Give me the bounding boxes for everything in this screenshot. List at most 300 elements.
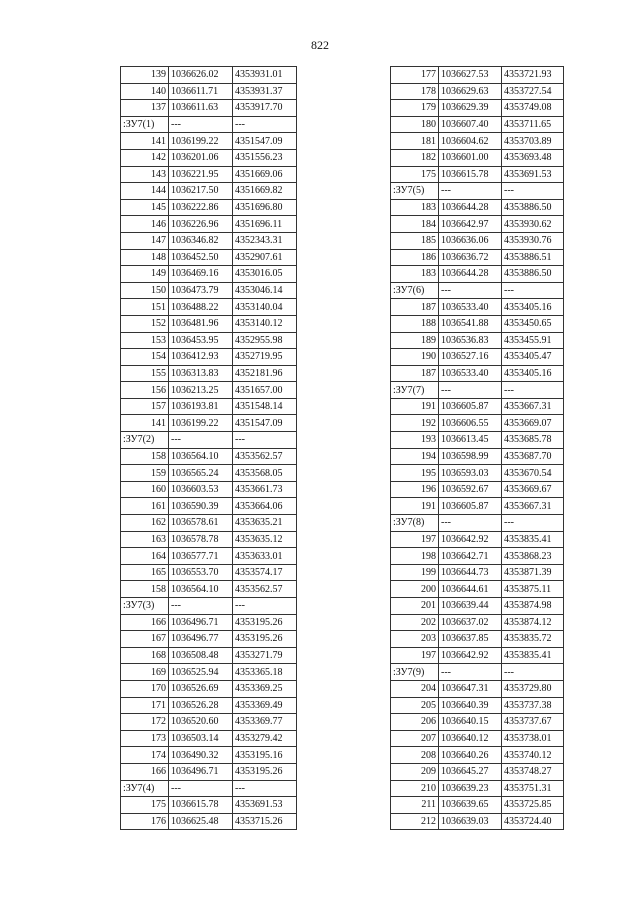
- point-number: 211: [391, 797, 439, 814]
- y-coordinate: 4353568.05: [233, 465, 297, 482]
- point-row: [391, 680, 564, 697]
- x-coordinate: 1036636.72: [439, 249, 502, 266]
- x-coordinate: 1036578.78: [169, 531, 233, 548]
- point-number: 191: [391, 498, 439, 515]
- point-number: 157: [121, 398, 169, 415]
- x-coordinate: ---: [439, 515, 502, 532]
- x-coordinate: 1036590.39: [169, 498, 233, 515]
- point-number: 190: [391, 349, 439, 366]
- point-number: 194: [391, 448, 439, 465]
- point-row: [121, 67, 297, 84]
- point-row: [391, 697, 564, 714]
- y-coordinate: 4353405.16: [502, 299, 564, 316]
- y-coordinate: 4353667.31: [502, 398, 564, 415]
- x-coordinate: 1036527.16: [439, 349, 502, 366]
- point-row: [391, 780, 564, 797]
- x-coordinate: 1036488.22: [169, 299, 233, 316]
- point-row: [391, 581, 564, 598]
- y-coordinate: 4353195.26: [233, 614, 297, 631]
- point-number: 162: [121, 515, 169, 532]
- y-coordinate: 4353669.67: [502, 481, 564, 498]
- point-row: [391, 714, 564, 731]
- point-number: 139: [121, 67, 169, 84]
- x-coordinate: 1036578.61: [169, 515, 233, 532]
- y-coordinate: 4353729.80: [502, 680, 564, 697]
- point-number: 174: [121, 747, 169, 764]
- parcel-label: :ЗУ7(1): [121, 116, 169, 133]
- y-coordinate: 4353140.04: [233, 299, 297, 316]
- point-row: [391, 763, 564, 780]
- y-coordinate: 4353687.70: [502, 448, 564, 465]
- point-number: 178: [391, 83, 439, 100]
- point-row: [391, 116, 564, 133]
- y-coordinate: 4353661.73: [233, 481, 297, 498]
- y-coordinate: 4353740.12: [502, 747, 564, 764]
- x-coordinate: 1036564.10: [169, 448, 233, 465]
- x-coordinate: 1036605.87: [439, 498, 502, 515]
- point-row: [121, 83, 297, 100]
- y-coordinate: 4352719.95: [233, 349, 297, 366]
- y-coordinate: 4353271.79: [233, 647, 297, 664]
- y-coordinate: 4353685.78: [502, 432, 564, 449]
- x-coordinate: 1036611.71: [169, 83, 233, 100]
- x-coordinate: 1036453.95: [169, 332, 233, 349]
- x-coordinate: 1036644.73: [439, 564, 502, 581]
- y-coordinate: 4353931.01: [233, 67, 297, 84]
- y-coordinate: 4353279.42: [233, 730, 297, 747]
- point-number: 160: [121, 481, 169, 498]
- point-number: 188: [391, 315, 439, 332]
- y-coordinate: 4353670.54: [502, 465, 564, 482]
- point-number: 208: [391, 747, 439, 764]
- y-coordinate: 4353046.14: [233, 282, 297, 299]
- point-number: 185: [391, 232, 439, 249]
- point-number: 207: [391, 730, 439, 747]
- y-coordinate: 4353886.50: [502, 199, 564, 216]
- x-coordinate: ---: [169, 432, 233, 449]
- y-coordinate: 4352181.96: [233, 365, 297, 382]
- x-coordinate: 1036533.40: [439, 299, 502, 316]
- y-coordinate: ---: [233, 780, 297, 797]
- point-row: [391, 349, 564, 366]
- x-coordinate: 1036565.24: [169, 465, 233, 482]
- point-number: 183: [391, 266, 439, 283]
- point-row: [121, 100, 297, 117]
- x-coordinate: 1036601.00: [439, 149, 502, 166]
- x-coordinate: 1036221.95: [169, 166, 233, 183]
- y-coordinate: ---: [233, 432, 297, 449]
- point-row: [121, 548, 297, 565]
- point-row: [391, 747, 564, 764]
- x-coordinate: 1036226.96: [169, 216, 233, 233]
- point-row: [121, 183, 297, 200]
- y-coordinate: 4353835.41: [502, 647, 564, 664]
- y-coordinate: 4353930.76: [502, 232, 564, 249]
- x-coordinate: 1036605.87: [439, 398, 502, 415]
- x-coordinate: 1036541.88: [439, 315, 502, 332]
- y-coordinate: 4353886.51: [502, 249, 564, 266]
- parcel-label: :ЗУ7(2): [121, 432, 169, 449]
- x-coordinate: 1036526.69: [169, 680, 233, 697]
- point-row: [391, 315, 564, 332]
- y-coordinate: 4353874.98: [502, 598, 564, 615]
- point-number: 175: [391, 166, 439, 183]
- point-row: [121, 680, 297, 697]
- parcel-header-row: [391, 183, 564, 200]
- point-number: 210: [391, 780, 439, 797]
- point-row: [121, 481, 297, 498]
- parcel-header-row: [391, 282, 564, 299]
- point-number: 181: [391, 133, 439, 150]
- x-coordinate: 1036629.39: [439, 100, 502, 117]
- y-coordinate: 4353369.77: [233, 714, 297, 731]
- point-row: [391, 398, 564, 415]
- x-coordinate: 1036564.10: [169, 581, 233, 598]
- point-row: [121, 730, 297, 747]
- coordinates-table-left: [120, 66, 297, 830]
- x-coordinate: 1036496.77: [169, 631, 233, 648]
- parcel-label: :ЗУ7(8): [391, 515, 439, 532]
- y-coordinate: 4353405.47: [502, 349, 564, 366]
- point-number: 172: [121, 714, 169, 731]
- x-coordinate: 1036642.71: [439, 548, 502, 565]
- point-number: 191: [391, 398, 439, 415]
- point-row: [121, 813, 297, 830]
- point-row: [391, 266, 564, 283]
- point-row: [121, 266, 297, 283]
- point-row: [121, 531, 297, 548]
- y-coordinate: 4353931.37: [233, 83, 297, 100]
- parcel-header-row: [121, 598, 297, 615]
- y-coordinate: 4352907.61: [233, 249, 297, 266]
- y-coordinate: 4353875.11: [502, 581, 564, 598]
- x-coordinate: 1036313.83: [169, 365, 233, 382]
- point-number: 186: [391, 249, 439, 266]
- y-coordinate: 4353749.08: [502, 100, 564, 117]
- point-number: 198: [391, 548, 439, 565]
- x-coordinate: 1036647.31: [439, 680, 502, 697]
- parcel-header-row: [391, 515, 564, 532]
- x-coordinate: ---: [169, 116, 233, 133]
- x-coordinate: 1036629.63: [439, 83, 502, 100]
- y-coordinate: ---: [233, 598, 297, 615]
- point-number: 182: [391, 149, 439, 166]
- point-row: [121, 415, 297, 432]
- point-row: [121, 797, 297, 814]
- point-row: [121, 564, 297, 581]
- point-row: [391, 332, 564, 349]
- x-coordinate: 1036639.65: [439, 797, 502, 814]
- point-row: [121, 465, 297, 482]
- point-row: [391, 232, 564, 249]
- point-number: 154: [121, 349, 169, 366]
- parcel-header-row: [121, 116, 297, 133]
- point-number: 200: [391, 581, 439, 598]
- point-number: 159: [121, 465, 169, 482]
- point-number: 161: [121, 498, 169, 515]
- y-coordinate: 4351696.11: [233, 216, 297, 233]
- y-coordinate: 4353633.01: [233, 548, 297, 565]
- point-number: 169: [121, 664, 169, 681]
- x-coordinate: 1036604.62: [439, 133, 502, 150]
- point-row: [391, 216, 564, 233]
- point-number: 163: [121, 531, 169, 548]
- point-row: [391, 598, 564, 615]
- x-coordinate: 1036503.14: [169, 730, 233, 747]
- x-coordinate: 1036607.40: [439, 116, 502, 133]
- x-coordinate: 1036508.48: [169, 647, 233, 664]
- point-number: 212: [391, 813, 439, 830]
- x-coordinate: 1036222.86: [169, 199, 233, 216]
- y-coordinate: 4353727.54: [502, 83, 564, 100]
- y-coordinate: 4353562.57: [233, 581, 297, 598]
- point-number: 144: [121, 183, 169, 200]
- x-coordinate: 1036473.79: [169, 282, 233, 299]
- y-coordinate: 4353450.65: [502, 315, 564, 332]
- x-coordinate: 1036452.50: [169, 249, 233, 266]
- y-coordinate: 4352343.31: [233, 232, 297, 249]
- parcel-header-row: [391, 664, 564, 681]
- y-coordinate: 4353562.57: [233, 448, 297, 465]
- y-coordinate: 4351547.09: [233, 133, 297, 150]
- coordinates-table-right: [390, 66, 564, 830]
- point-number: 177: [391, 67, 439, 84]
- point-number: 176: [121, 813, 169, 830]
- point-row: [121, 697, 297, 714]
- point-number: 158: [121, 448, 169, 465]
- point-row: [391, 448, 564, 465]
- parcel-label: :ЗУ7(6): [391, 282, 439, 299]
- y-coordinate: 4353691.53: [233, 797, 297, 814]
- point-number: 175: [121, 797, 169, 814]
- y-coordinate: 4353835.41: [502, 531, 564, 548]
- x-coordinate: 1036592.67: [439, 481, 502, 498]
- x-coordinate: 1036412.93: [169, 349, 233, 366]
- parcel-header-row: [121, 432, 297, 449]
- point-number: 153: [121, 332, 169, 349]
- x-coordinate: 1036536.83: [439, 332, 502, 349]
- point-number: 146: [121, 216, 169, 233]
- parcel-header-row: [121, 780, 297, 797]
- point-row: [121, 282, 297, 299]
- x-coordinate: 1036627.53: [439, 67, 502, 84]
- x-coordinate: 1036644.28: [439, 266, 502, 283]
- point-number: 173: [121, 730, 169, 747]
- x-coordinate: 1036346.82: [169, 232, 233, 249]
- point-row: [391, 614, 564, 631]
- x-coordinate: ---: [439, 282, 502, 299]
- point-number: 195: [391, 465, 439, 482]
- x-coordinate: 1036615.78: [169, 797, 233, 814]
- point-row: [391, 465, 564, 482]
- point-number: 151: [121, 299, 169, 316]
- point-row: [391, 100, 564, 117]
- y-coordinate: 4351669.06: [233, 166, 297, 183]
- point-row: [121, 763, 297, 780]
- point-number: 179: [391, 100, 439, 117]
- point-number: 143: [121, 166, 169, 183]
- y-coordinate: 4353721.93: [502, 67, 564, 84]
- point-row: [121, 149, 297, 166]
- y-coordinate: 4353635.21: [233, 515, 297, 532]
- point-row: [121, 199, 297, 216]
- y-coordinate: 4353693.48: [502, 149, 564, 166]
- point-row: [391, 299, 564, 316]
- x-coordinate: 1036640.26: [439, 747, 502, 764]
- x-coordinate: ---: [169, 598, 233, 615]
- x-coordinate: 1036217.50: [169, 183, 233, 200]
- point-number: 199: [391, 564, 439, 581]
- point-number: 156: [121, 382, 169, 399]
- y-coordinate: 4353016.05: [233, 266, 297, 283]
- x-coordinate: 1036525.94: [169, 664, 233, 681]
- parcel-label: :ЗУ7(4): [121, 780, 169, 797]
- point-row: [121, 498, 297, 515]
- point-row: [391, 647, 564, 664]
- x-coordinate: 1036640.15: [439, 714, 502, 731]
- x-coordinate: 1036645.27: [439, 763, 502, 780]
- point-row: [391, 531, 564, 548]
- y-coordinate: 4353835.72: [502, 631, 564, 648]
- x-coordinate: 1036613.45: [439, 432, 502, 449]
- y-coordinate: 4351696.80: [233, 199, 297, 216]
- x-coordinate: 1036199.22: [169, 415, 233, 432]
- x-coordinate: 1036637.85: [439, 631, 502, 648]
- point-row: [391, 797, 564, 814]
- point-row: [121, 614, 297, 631]
- x-coordinate: 1036615.78: [439, 166, 502, 183]
- y-coordinate: 4353868.23: [502, 548, 564, 565]
- point-number: 140: [121, 83, 169, 100]
- x-coordinate: 1036603.53: [169, 481, 233, 498]
- x-coordinate: 1036469.16: [169, 266, 233, 283]
- y-coordinate: 4351556.23: [233, 149, 297, 166]
- point-row: [121, 382, 297, 399]
- y-coordinate: ---: [502, 515, 564, 532]
- point-number: 166: [121, 763, 169, 780]
- y-coordinate: ---: [502, 382, 564, 399]
- point-number: 167: [121, 631, 169, 648]
- point-row: [121, 349, 297, 366]
- x-coordinate: 1036496.71: [169, 614, 233, 631]
- y-coordinate: 4353365.18: [233, 664, 297, 681]
- x-coordinate: 1036520.60: [169, 714, 233, 731]
- x-coordinate: 1036626.02: [169, 67, 233, 84]
- x-coordinate: 1036490.32: [169, 747, 233, 764]
- x-coordinate: 1036637.02: [439, 614, 502, 631]
- y-coordinate: 4353691.53: [502, 166, 564, 183]
- x-coordinate: 1036644.28: [439, 199, 502, 216]
- x-coordinate: 1036642.92: [439, 647, 502, 664]
- point-row: [391, 548, 564, 565]
- point-number: 148: [121, 249, 169, 266]
- y-coordinate: 4353917.70: [233, 100, 297, 117]
- point-row: [391, 415, 564, 432]
- x-coordinate: 1036496.71: [169, 763, 233, 780]
- x-coordinate: 1036639.03: [439, 813, 502, 830]
- point-row: [121, 232, 297, 249]
- point-number: 209: [391, 763, 439, 780]
- parcel-label: :ЗУ7(3): [121, 598, 169, 615]
- point-row: [391, 481, 564, 498]
- x-coordinate: 1036481.96: [169, 315, 233, 332]
- point-number: 193: [391, 432, 439, 449]
- point-row: [121, 365, 297, 382]
- y-coordinate: 4353737.67: [502, 714, 564, 731]
- parcel-label: :ЗУ7(7): [391, 382, 439, 399]
- point-number: 164: [121, 548, 169, 565]
- x-coordinate: 1036644.61: [439, 581, 502, 598]
- point-row: [391, 631, 564, 648]
- point-row: [391, 730, 564, 747]
- y-coordinate: 4353703.89: [502, 133, 564, 150]
- parcel-label: :ЗУ7(9): [391, 664, 439, 681]
- point-row: [121, 398, 297, 415]
- y-coordinate: 4353874.12: [502, 614, 564, 631]
- point-number: 203: [391, 631, 439, 648]
- point-number: 158: [121, 581, 169, 598]
- x-coordinate: ---: [439, 183, 502, 200]
- point-number: 171: [121, 697, 169, 714]
- y-coordinate: 4353738.01: [502, 730, 564, 747]
- y-coordinate: 4352955.98: [233, 332, 297, 349]
- point-row: [121, 249, 297, 266]
- y-coordinate: 4353667.31: [502, 498, 564, 515]
- point-number: 168: [121, 647, 169, 664]
- page-number: 822: [311, 38, 329, 52]
- point-number: 145: [121, 199, 169, 216]
- y-coordinate: 4353455.91: [502, 332, 564, 349]
- y-coordinate: ---: [502, 183, 564, 200]
- x-coordinate: 1036553.70: [169, 564, 233, 581]
- y-coordinate: 4353930.62: [502, 216, 564, 233]
- y-coordinate: 4353405.16: [502, 365, 564, 382]
- y-coordinate: 4351657.00: [233, 382, 297, 399]
- y-coordinate: ---: [233, 116, 297, 133]
- x-coordinate: 1036636.06: [439, 232, 502, 249]
- y-coordinate: 4353369.25: [233, 680, 297, 697]
- y-coordinate: 4353635.12: [233, 531, 297, 548]
- point-row: [121, 216, 297, 233]
- point-number: 150: [121, 282, 169, 299]
- point-row: [121, 515, 297, 532]
- point-row: [121, 133, 297, 150]
- point-row: [391, 67, 564, 84]
- x-coordinate: 1036533.40: [439, 365, 502, 382]
- y-coordinate: 4353711.65: [502, 116, 564, 133]
- point-number: 206: [391, 714, 439, 731]
- point-number: 187: [391, 365, 439, 382]
- point-row: [121, 166, 297, 183]
- x-coordinate: ---: [169, 780, 233, 797]
- point-number: 202: [391, 614, 439, 631]
- point-row: [121, 631, 297, 648]
- y-coordinate: 4353195.26: [233, 631, 297, 648]
- point-number: 201: [391, 598, 439, 615]
- point-row: [121, 299, 297, 316]
- x-coordinate: 1036193.81: [169, 398, 233, 415]
- x-coordinate: 1036639.44: [439, 598, 502, 615]
- y-coordinate: 4351547.09: [233, 415, 297, 432]
- point-number: 197: [391, 531, 439, 548]
- x-coordinate: 1036642.97: [439, 216, 502, 233]
- x-coordinate: 1036201.06: [169, 149, 233, 166]
- point-number: 184: [391, 216, 439, 233]
- y-coordinate: 4353140.12: [233, 315, 297, 332]
- x-coordinate: ---: [439, 664, 502, 681]
- point-number: 152: [121, 315, 169, 332]
- point-row: [121, 664, 297, 681]
